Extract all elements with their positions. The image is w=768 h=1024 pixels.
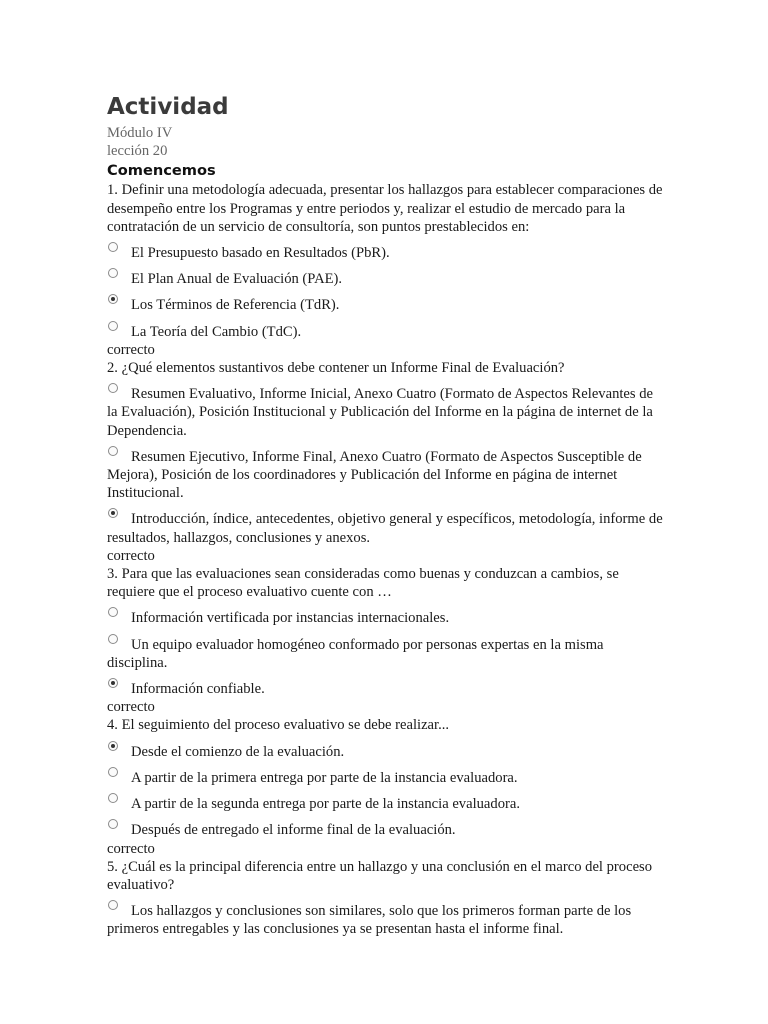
radio-icon[interactable] [108,268,118,278]
option-label: A partir de la primera entrega por parte de la instancia evaluadora. [131,769,518,786]
feedback-text: correcto [107,840,155,857]
radio-selected-icon[interactable] [108,741,118,751]
activity-page [107,92,667,939]
option-label: Resumen Ejecutivo, Informe Final, Anexo Cuatro (Formato de Aspectos Susceptible de Mejora), Posición de los coordinadores y Publicación del Informe en página de internet Institucional. [107,448,642,502]
question-text: 4. El seguimiento del proceso evaluativo se debe realizar... [107,717,450,734]
radio-icon[interactable] [108,793,118,803]
option-label: A partir de la segunda entrega por parte de la instancia evaluadora. [131,796,520,813]
option-label: El Presupuesto basado en Resultados (PbR). [131,245,390,262]
option-label: Introducción, índice, antecedentes, objetivo general y específicos, metodología, informe de resultados, hallazgos, conclusiones y anexos. [107,511,663,546]
radio-icon[interactable] [108,383,118,393]
question-1 [107,181,667,359]
radio-icon[interactable] [108,242,118,252]
question-5 [107,858,667,939]
radio-selected-icon[interactable] [108,294,118,304]
radio-icon[interactable] [108,819,118,829]
question-3 [107,565,667,716]
answer-option[interactable] [107,323,667,341]
radio-icon[interactable] [108,446,118,456]
answer-option[interactable] [107,743,667,761]
answer-option[interactable] [107,680,667,698]
question-4 [107,716,667,857]
feedback-text: correcto [107,547,155,564]
question-text: 3. Para que las evaluaciones sean consideradas como buenas y conduzcan a cambios, se requiere que el proceso evaluativo cuente con … [107,566,619,601]
answer-option[interactable] [107,244,667,262]
answer-option[interactable] [107,795,667,813]
feedback-text: correcto [107,341,155,358]
answer-option[interactable] [107,769,667,787]
option-label: Información vertificada por instancias internacionales. [131,610,450,627]
question-text: 2. ¿Qué elementos sustantivos debe contener un Informe Final de Evaluación? [107,360,565,377]
radio-icon[interactable] [108,900,118,910]
question-2 [107,359,667,565]
option-label: Un equipo evaluador homogéneo conformado por personas expertas en la misma disciplina. [107,636,604,671]
feedback-text: correcto [107,699,155,716]
lesson-label: lección 20 [107,143,168,160]
radio-icon[interactable] [108,767,118,777]
section-heading: Comencemos [107,162,216,180]
option-label: Los Términos de Referencia (TdR). [131,297,340,314]
answer-option[interactable] [107,636,667,672]
radio-icon[interactable] [108,634,118,644]
radio-icon[interactable] [108,607,118,617]
option-label: Después de entregado el informe final de la evaluación. [131,822,456,839]
option-label: El Plan Anual de Evaluación (PAE). [131,271,343,288]
answer-option[interactable] [107,385,667,440]
radio-selected-icon[interactable] [108,678,118,688]
answer-option[interactable] [107,902,667,938]
radio-icon[interactable] [108,321,118,331]
option-label: La Teoría del Cambio (TdC). [131,323,302,340]
answer-option[interactable] [107,821,667,839]
question-text: 1. Definir una metodología adecuada, presentar los hallazgos para establecer comparaciones de desempeño entre los Programas y entre periodos y, realizar el estudio de mercado para la contratación de un servicio de consultoría, son puntos prestablecidos en: [107,182,663,235]
answer-option[interactable] [107,270,667,288]
radio-selected-icon[interactable] [108,508,118,518]
answer-option[interactable] [107,510,667,546]
option-label: Resumen Evaluativo, Informe Inicial, Anexo Cuatro (Formato de Aspectos Relevantes de la Evaluación), Posición Institucional y Publicación del Informe en la página de internet de la Dependencia. [107,386,653,439]
answer-option[interactable] [107,448,667,503]
option-label: Los hallazgos y conclusiones son similares, solo que los primeros forman parte de los primeros entregables y las conclusiones ya se presentan hasta el informe final. [107,903,632,938]
answer-option[interactable] [107,609,667,627]
module-label: Módulo IV [107,125,173,141]
option-label: Desde el comienzo de la evaluación. [131,743,345,760]
page-title: Actividad [107,94,229,120]
option-label: Información confiable. [131,681,265,698]
answer-option[interactable] [107,296,667,314]
question-text: 5. ¿Cuál es la principal diferencia entre un hallazgo y una conclusión en el marco del proceso evaluativo? [107,858,653,893]
